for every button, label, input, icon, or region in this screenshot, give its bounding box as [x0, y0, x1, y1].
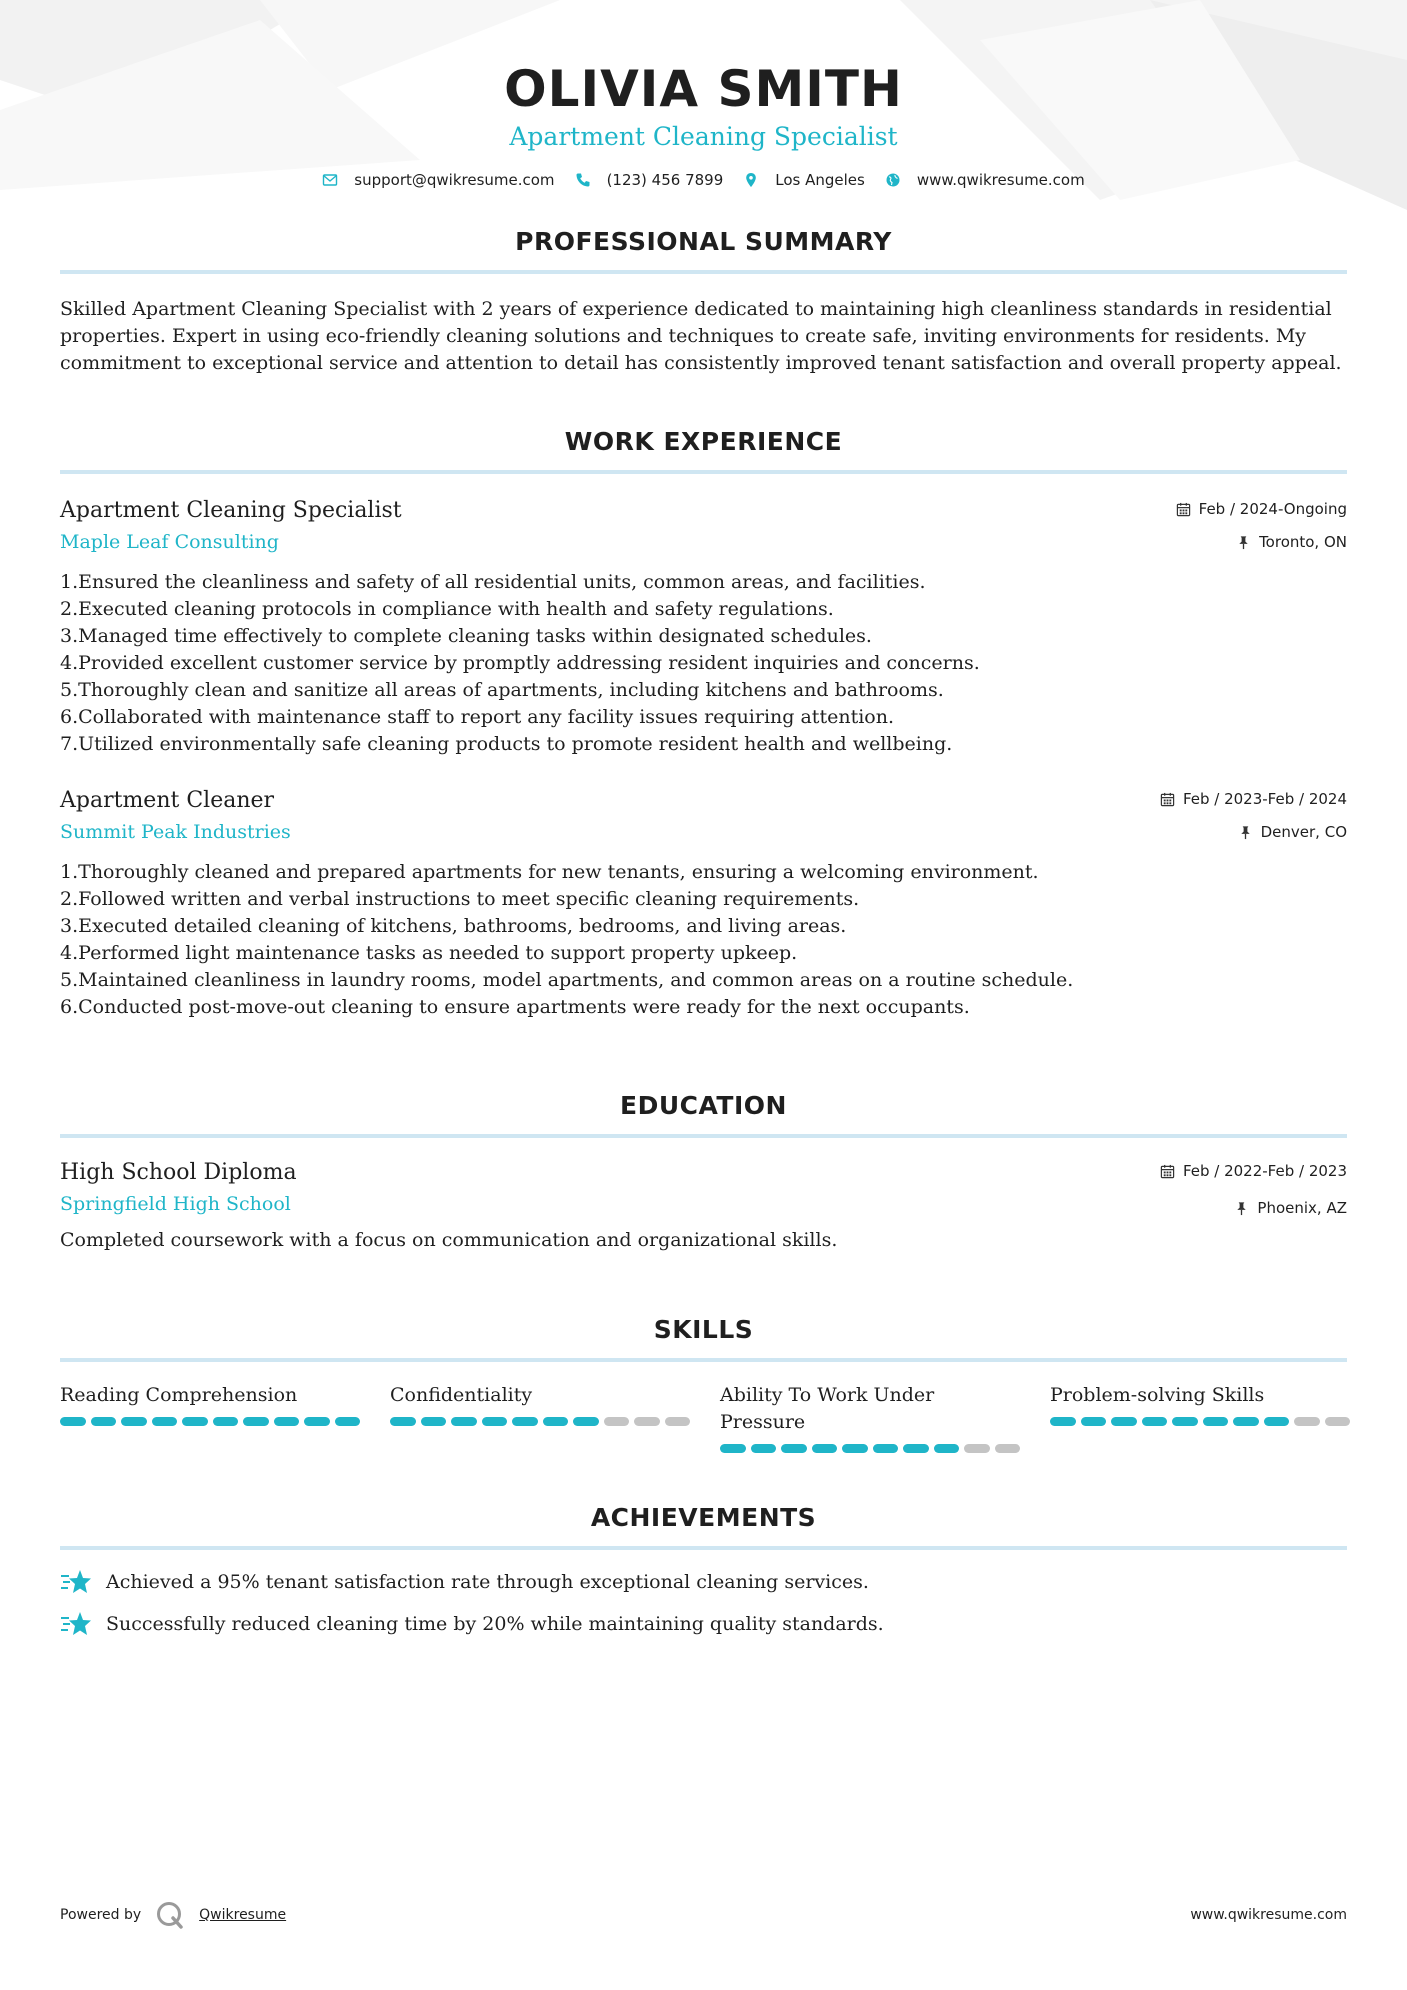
list-item: 1. Thoroughly cleaned and prepared apartments for new tenants, ensuring a welcoming environment. [60, 861, 1039, 883]
contact-phone-text: (123) 456 7899 [606, 171, 724, 189]
list-item: 6. Collaborated with maintenance staff to report any facility issues requiring attention. [60, 706, 894, 728]
pushpin-icon [1234, 1201, 1249, 1216]
skill-level-bar [720, 1444, 1020, 1453]
skill-level-segment [482, 1417, 508, 1426]
skill-level-segment [634, 1417, 660, 1426]
job-title: Apartment Cleaning Specialist [60, 498, 402, 523]
skill-level-segment [213, 1417, 239, 1426]
skill-level-bar [60, 1417, 360, 1426]
calendar-icon [1160, 792, 1175, 807]
contact-email[interactable] [322, 171, 554, 189]
skill-level-segment [1050, 1417, 1076, 1426]
achievement-text: Achieved a 95% tenant satisfaction rate through exceptional cleaning services. [106, 1571, 869, 1593]
skill-level-segment [121, 1417, 147, 1426]
contact-location-text: Los Angeles [775, 171, 865, 189]
skill-level-segment [1325, 1417, 1351, 1426]
list-item: 2. Followed written and verbal instructions to meet specific cleaning requirements. [60, 888, 860, 910]
skill-item [1050, 1382, 1350, 1453]
degree-title: High School Diploma [60, 1160, 297, 1185]
brand-link[interactable]: Qwikresume [199, 1907, 287, 1923]
phone-icon [575, 172, 591, 188]
skills-heading: SKILLS [653, 1315, 754, 1344]
job-duties-list [60, 859, 1347, 1021]
contact-website-text: www.qwikresume.com [916, 171, 1085, 189]
job-entry [60, 788, 1347, 1021]
list-item: 3. Executed detailed cleaning of kitchens, bathrooms, bedrooms, and living areas. [60, 915, 847, 937]
skill-level-segment [421, 1417, 447, 1426]
list-item: 6. Conducted post-move-out cleaning to ensure apartments were ready for the next occupants. [60, 996, 970, 1018]
achievement-text: Successfully reduced cleaning time by 20% while maintaining quality standards. [106, 1613, 884, 1635]
summary-text: Skilled Apartment Cleaning Specialist with 2 years of experience dedicated to maintaining high cleanliness standards in residential properties. Expert in using eco-friendly cleaning solutions and techniques to create safe, inviting environments for residents. My commitment to exceptional service and attention to detail has consistently improved tenant satisfaction and overall property appeal. [60, 298, 1342, 374]
contact-website[interactable] [885, 171, 1085, 189]
job-location [1160, 821, 1347, 843]
skill-level-segment [152, 1417, 178, 1426]
skill-name: Reading Comprehension [60, 1384, 298, 1406]
globe-icon [885, 172, 901, 188]
job-title: Apartment Cleaner [60, 788, 275, 813]
achievement-item [60, 1610, 1347, 1638]
job-dates-text: Feb / 2024-Ongoing [1198, 500, 1347, 518]
star-icon [60, 1610, 92, 1638]
list-item: 7. Utilized environmentally safe cleaning products to promote resident health and wellbeing. [60, 733, 953, 755]
skill-level-segment [243, 1417, 269, 1426]
skill-level-segment [842, 1444, 868, 1453]
summary-section [60, 227, 1347, 377]
education-entry [60, 1160, 1347, 1251]
job-location-text: Denver, CO [1260, 823, 1347, 841]
section-divider [60, 1134, 1347, 1138]
skill-name: Ability To Work Under Pressure [720, 1384, 935, 1433]
job-company: Summit Peak Industries [60, 821, 291, 843]
skill-name: Confidentiality [390, 1384, 533, 1406]
skill-level-segment [304, 1417, 330, 1426]
powered-by-label: Powered by [60, 1907, 142, 1923]
education-heading: EDUCATION [620, 1091, 787, 1120]
summary-heading: PROFESSIONAL SUMMARY [515, 227, 892, 256]
pushpin-icon [1236, 535, 1251, 550]
skill-level-segment [1111, 1417, 1137, 1426]
education-location [1160, 1197, 1347, 1219]
skill-level-segment [1233, 1417, 1259, 1426]
list-item: 4. Provided excellent customer service by promptly addressing resident inquiries and concerns. [60, 652, 980, 674]
skill-level-segment [182, 1417, 208, 1426]
candidate-title: Apartment Cleaning Specialist [509, 122, 898, 151]
skill-level-segment [934, 1444, 960, 1453]
section-divider [60, 1546, 1347, 1550]
skill-level-segment [720, 1444, 746, 1453]
contact-email-text: support@qwikresume.com [354, 171, 555, 189]
contact-bar [60, 171, 1347, 189]
skills-section [60, 1315, 1347, 1453]
skills-grid [60, 1382, 1347, 1453]
education-dates [1160, 1160, 1347, 1182]
list-item: 4. Performed light maintenance tasks as needed to support property upkeep. [60, 942, 798, 964]
list-item: 5. Maintained cleanliness in laundry rooms, model apartments, and common areas on a routine schedule. [60, 969, 1074, 991]
skill-name: Problem-solving Skills [1050, 1384, 1265, 1406]
section-divider [60, 470, 1347, 474]
list-item: 2. Executed cleaning protocols in compliance with health and safety regulations. [60, 598, 834, 620]
job-duties-list [60, 569, 1347, 758]
skill-level-segment [995, 1444, 1021, 1453]
skill-level-segment [451, 1417, 477, 1426]
skill-level-segment [274, 1417, 300, 1426]
star-icon [60, 1568, 92, 1596]
section-divider [60, 270, 1347, 274]
education-section [60, 1091, 1347, 1251]
page-footer [60, 1900, 1347, 1930]
qwikresume-logo-icon [155, 1900, 185, 1930]
calendar-icon [1176, 502, 1191, 517]
skill-item [60, 1382, 360, 1453]
skill-level-segment [604, 1417, 630, 1426]
experience-section [60, 427, 1347, 1021]
footer-website[interactable]: www.qwikresume.com [1190, 1907, 1347, 1923]
list-item: 1. Ensured the cleanliness and safety of all residential units, common areas, and facilities. [60, 571, 926, 593]
job-company: Maple Leaf Consulting [60, 531, 279, 553]
contact-phone[interactable] [575, 171, 724, 189]
skill-level-segment [781, 1444, 807, 1453]
skill-level-segment [1081, 1417, 1107, 1426]
skill-level-segment [1142, 1417, 1168, 1426]
powered-by [60, 1900, 286, 1930]
map-pin-icon [743, 172, 759, 188]
skill-level-segment [543, 1417, 569, 1426]
school-name: Springfield High School [60, 1193, 291, 1215]
resume-header [60, 0, 1347, 189]
skill-level-segment [665, 1417, 691, 1426]
candidate-name: OLIVIA SMITH [504, 60, 903, 118]
skill-level-segment [1203, 1417, 1229, 1426]
skill-level-segment [512, 1417, 538, 1426]
skill-level-segment [1294, 1417, 1320, 1426]
skill-level-segment [573, 1417, 599, 1426]
skill-level-segment [1172, 1417, 1198, 1426]
list-item: 3. Managed time effectively to complete cleaning tasks within designated schedules. [60, 625, 872, 647]
job-dates-text: Feb / 2023-Feb / 2024 [1182, 790, 1347, 808]
skill-item [390, 1382, 690, 1453]
calendar-icon [1160, 1164, 1175, 1179]
contact-location [743, 171, 865, 189]
skill-level-segment [812, 1444, 838, 1453]
achievement-item [60, 1568, 1347, 1596]
job-entry [60, 498, 1347, 758]
education-location-text: Phoenix, AZ [1257, 1199, 1347, 1217]
skill-level-bar [1050, 1417, 1350, 1426]
skill-level-segment [335, 1417, 361, 1426]
envelope-icon [322, 172, 338, 188]
job-dates [1160, 788, 1347, 810]
skill-level-segment [91, 1417, 117, 1426]
education-description: Completed coursework with a focus on communication and organizational skills. [60, 1229, 838, 1251]
experience-heading: WORK EXPERIENCE [564, 427, 843, 456]
skill-level-segment [60, 1417, 86, 1426]
skill-item [720, 1382, 1020, 1453]
skill-level-segment [873, 1444, 899, 1453]
achievements-section [60, 1503, 1347, 1638]
section-divider [60, 1358, 1347, 1362]
education-dates-text: Feb / 2022-Feb / 2023 [1182, 1162, 1347, 1180]
list-item: 5. Thoroughly clean and sanitize all areas of apartments, including kitchens and bathrooms. [60, 679, 944, 701]
job-location-text: Toronto, ON [1259, 533, 1347, 551]
skill-level-segment [964, 1444, 990, 1453]
job-location [1176, 531, 1347, 553]
skill-level-segment [1264, 1417, 1290, 1426]
job-dates [1176, 498, 1347, 520]
skill-level-segment [903, 1444, 929, 1453]
achievements-heading: ACHIEVEMENTS [590, 1503, 817, 1532]
pushpin-icon [1238, 825, 1253, 840]
skill-level-segment [390, 1417, 416, 1426]
skill-level-segment [751, 1444, 777, 1453]
skill-level-bar [390, 1417, 690, 1426]
